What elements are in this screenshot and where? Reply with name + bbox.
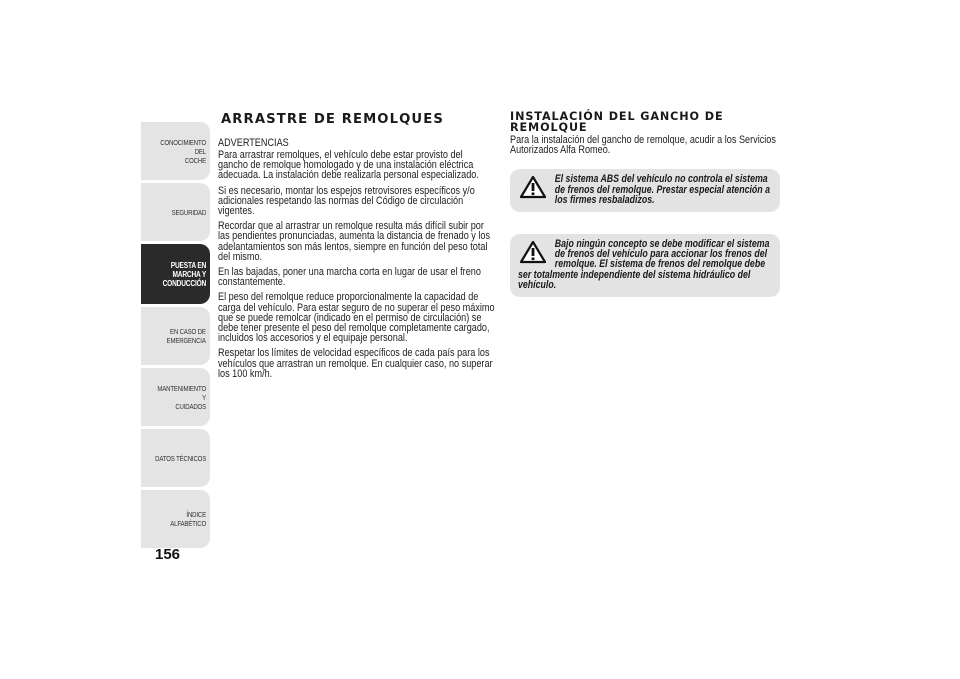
- warning-text: [518, 239, 770, 291]
- paragraph: El peso del remolque reduce proporcionalmente la capacidad de carga del vehículo. Para estar seguro de no superar el peso máximo que se puede remolcar (indicado en el permiso de circulación) se debe tener presente el peso del remolque completamente cargado, incluidos los accesorios y el equipaje personal.: [218, 291, 495, 345]
- section-title: ARRASTRE DE REMOLQUES: [221, 112, 444, 127]
- tab-puesta-en-marcha[interactable]: [141, 244, 210, 304]
- section-towing: [218, 112, 494, 384]
- paragraph: Si es necesario, montar los espejos retrovisores específicos y/o adicionales respetando las normas del Código de circulación vigentes.: [218, 184, 475, 218]
- paragraph: Para la instalación del gancho de remolque, acudir a los Servicios Autorizados Alfa Romeo.: [510, 134, 776, 157]
- paragraph: Para arrastrar remolques, el vehículo debe estar provisto del gancho de remolque homologado y de una instalación eléctrica adecuada. La instalación debe realizarla personal especializado.: [218, 149, 479, 182]
- page-number: 156: [155, 546, 181, 563]
- warning-text: El sistema ABS del vehículo no controla el sistema de frenos del remolque. Prestar especial atención a los firmes resbaladizos.: [554, 173, 770, 207]
- tab-datos-tecnicos[interactable]: [141, 429, 210, 487]
- tab-label: MANTENIMIENTO Y CUIDADOS: [157, 383, 206, 411]
- chapter-tabs: [141, 122, 210, 551]
- tab-label: CONOCIMIENTO DEL COCHE: [160, 137, 206, 165]
- tab-label: ÍNDICE ALFABÉTICO: [170, 510, 206, 528]
- tab-label: EN CASO DE EMERGENCIA: [166, 327, 206, 345]
- warning-box: [510, 234, 780, 297]
- paragraph: Recordar que al arrastrar un remolque resulta más difícil subir por las pendientes pronunciadas, aumenta la distancia de frenado y los adelantamientos son más lentos, siempre en función del peso total del mismo.: [218, 220, 491, 263]
- section-tow-hook: [510, 112, 780, 297]
- tab-conocimiento-del-coche[interactable]: [141, 122, 210, 180]
- tab-label: PUESTA EN MARCHA Y CONDUCCIÓN: [162, 260, 206, 288]
- tab-label: SEGURIDAD: [171, 207, 206, 217]
- tab-label: DATOS TÉCNICOS: [155, 453, 206, 463]
- tab-indice-alfabetico[interactable]: [141, 490, 210, 548]
- section-title: INSTALACIÓN DEL GANCHO DE REMOLQUE: [510, 110, 724, 134]
- tab-en-caso-de-emergencia[interactable]: [141, 307, 210, 365]
- tab-seguridad[interactable]: [141, 183, 210, 241]
- tab-mantenimiento[interactable]: [141, 368, 210, 426]
- icon-spacer: [518, 239, 555, 270]
- warning-text-body: Bajo ningún concepto se debe modificar el sistema de frenos del vehículo para accionar los frenos del remolque. El sistema de frenos del remolque debe ser totalmente independiente del sistema hidráulico del vehículo.: [518, 237, 770, 292]
- warning-box: [510, 169, 780, 211]
- paragraph: Respetar los límites de velocidad específicos de cada país para los vehículos que arrastran un remolque. En cualquier caso, no superar los 100 km/h.: [218, 347, 493, 380]
- section-subtitle: ADVERTENCIAS: [218, 137, 289, 149]
- paragraph: En las bajadas, poner una marcha corta en lugar de usar el freno constantemente.: [218, 266, 481, 289]
